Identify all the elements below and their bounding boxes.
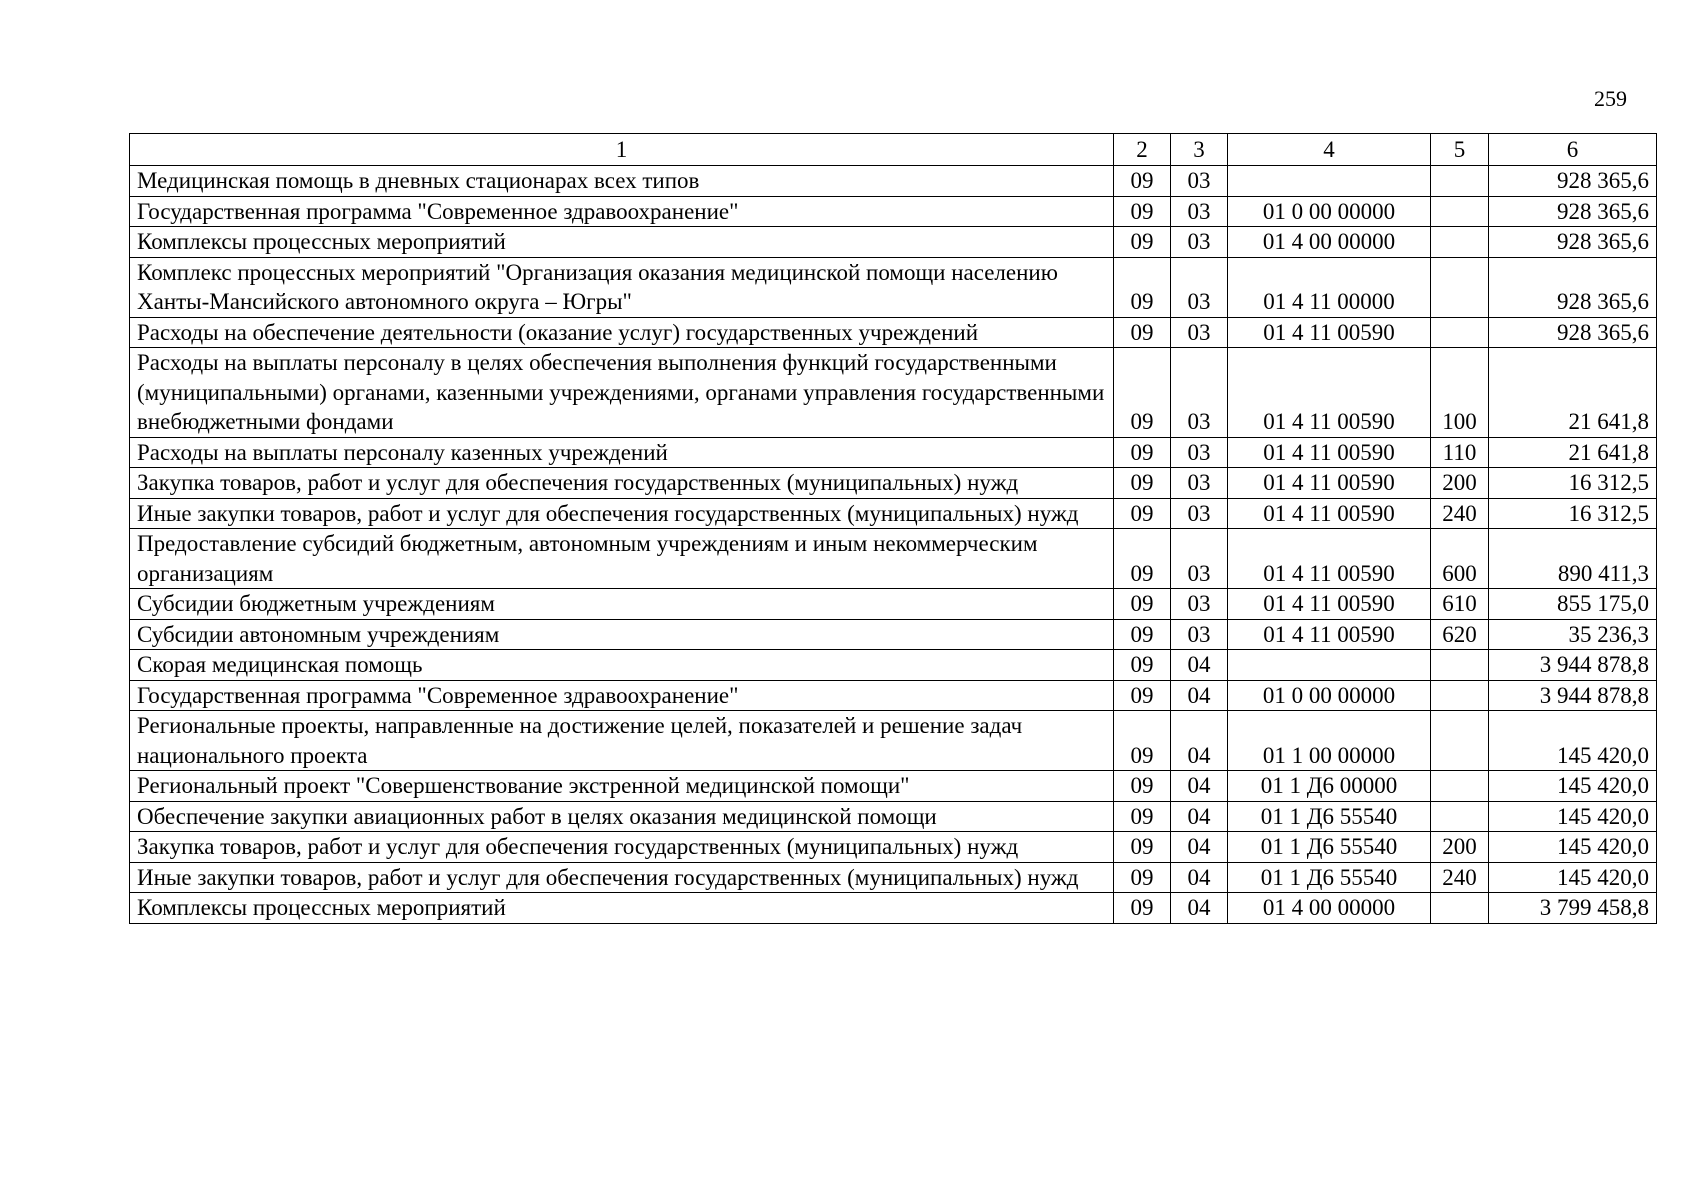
cell-amount: 145 420,0 — [1489, 801, 1657, 832]
table-row — [130, 862, 1657, 893]
table-row — [130, 317, 1657, 348]
cell-target-article: 01 0 00 00000 — [1228, 196, 1431, 227]
cell-expense-type — [1431, 650, 1489, 681]
cell-target-article: 01 4 00 00000 — [1228, 893, 1431, 924]
cell-amount: 145 420,0 — [1489, 771, 1657, 802]
table-row — [130, 437, 1657, 468]
header-cell-subsection: 3 — [1171, 134, 1228, 166]
table-row — [130, 468, 1657, 499]
table-row — [130, 227, 1657, 258]
cell-section: 09 — [1114, 166, 1171, 197]
cell-name: Расходы на выплаты персоналу казенных учреждений — [130, 437, 1114, 468]
cell-subsection: 03 — [1171, 437, 1228, 468]
header-cell-amount: 6 — [1489, 134, 1657, 166]
cell-name: Субсидии бюджетным учреждениям — [130, 589, 1114, 620]
cell-target-article: 01 4 11 00590 — [1228, 437, 1431, 468]
cell-amount: 35 236,3 — [1489, 619, 1657, 650]
cell-subsection: 04 — [1171, 801, 1228, 832]
cell-subsection: 03 — [1171, 166, 1228, 197]
cell-expense-type — [1431, 257, 1489, 317]
table-row — [130, 529, 1657, 589]
cell-subsection: 03 — [1171, 529, 1228, 589]
cell-name: Комплекс процессных мероприятий "Организация оказания медицинской помощи населению Ханты-Мансийского автономного округа – Югры" — [130, 257, 1114, 317]
cell-expense-type: 620 — [1431, 619, 1489, 650]
cell-section: 09 — [1114, 468, 1171, 499]
cell-target-article: 01 4 11 00000 — [1228, 257, 1431, 317]
cell-section: 09 — [1114, 529, 1171, 589]
cell-section: 09 — [1114, 196, 1171, 227]
cell-name: Субсидии автономным учреждениям — [130, 619, 1114, 650]
cell-subsection: 04 — [1171, 832, 1228, 863]
cell-amount: 928 365,6 — [1489, 227, 1657, 258]
cell-section: 09 — [1114, 348, 1171, 438]
cell-section: 09 — [1114, 832, 1171, 863]
cell-target-article: 01 0 00 00000 — [1228, 680, 1431, 711]
table-row — [130, 893, 1657, 924]
cell-expense-type — [1431, 801, 1489, 832]
cell-subsection: 04 — [1171, 771, 1228, 802]
cell-expense-type: 200 — [1431, 832, 1489, 863]
cell-target-article: 01 1 Д6 55540 — [1228, 832, 1431, 863]
cell-expense-type — [1431, 227, 1489, 258]
cell-amount: 145 420,0 — [1489, 711, 1657, 771]
cell-target-article — [1228, 650, 1431, 681]
cell-target-article: 01 4 11 00590 — [1228, 468, 1431, 499]
cell-expense-type — [1431, 771, 1489, 802]
table-row — [130, 771, 1657, 802]
cell-subsection: 03 — [1171, 227, 1228, 258]
cell-name: Комплексы процессных мероприятий — [130, 227, 1114, 258]
cell-subsection: 04 — [1171, 862, 1228, 893]
cell-expense-type: 200 — [1431, 468, 1489, 499]
cell-target-article: 01 4 11 00590 — [1228, 529, 1431, 589]
cell-name: Иные закупки товаров, работ и услуг для обеспечения государственных (муниципальных) нужд — [130, 862, 1114, 893]
cell-subsection: 03 — [1171, 317, 1228, 348]
header-cell-expense-type: 5 — [1431, 134, 1489, 166]
cell-amount: 145 420,0 — [1489, 832, 1657, 863]
table-row — [130, 619, 1657, 650]
cell-target-article: 01 1 Д6 55540 — [1228, 801, 1431, 832]
cell-expense-type: 240 — [1431, 498, 1489, 529]
cell-name: Расходы на выплаты персоналу в целях обеспечения выполнения функций государственными (муниципальными) органами, казенными учреждениями, органами управления государственными внебюджетными фондами — [130, 348, 1114, 438]
cell-amount: 3 944 878,8 — [1489, 680, 1657, 711]
cell-subsection: 03 — [1171, 348, 1228, 438]
header-cell-section: 2 — [1114, 134, 1171, 166]
cell-amount: 3 799 458,8 — [1489, 893, 1657, 924]
cell-section: 09 — [1114, 498, 1171, 529]
header-cell-target-article: 4 — [1228, 134, 1431, 166]
cell-amount: 928 365,6 — [1489, 317, 1657, 348]
cell-name: Расходы на обеспечение деятельности (оказание услуг) государственных учреждений — [130, 317, 1114, 348]
cell-section: 09 — [1114, 317, 1171, 348]
cell-section: 09 — [1114, 801, 1171, 832]
cell-expense-type: 110 — [1431, 437, 1489, 468]
cell-name: Государственная программа "Современное здравоохранение" — [130, 196, 1114, 227]
budget-table-body — [130, 134, 1657, 924]
cell-target-article: 01 1 00 00000 — [1228, 711, 1431, 771]
table-row — [130, 166, 1657, 197]
cell-subsection: 04 — [1171, 650, 1228, 681]
cell-amount: 16 312,5 — [1489, 498, 1657, 529]
cell-name: Закупка товаров, работ и услуг для обеспечения государственных (муниципальных) нужд — [130, 468, 1114, 499]
cell-target-article: 01 1 Д6 00000 — [1228, 771, 1431, 802]
cell-expense-type: 100 — [1431, 348, 1489, 438]
cell-amount: 928 365,6 — [1489, 166, 1657, 197]
table-row — [130, 650, 1657, 681]
cell-expense-type — [1431, 711, 1489, 771]
cell-expense-type: 610 — [1431, 589, 1489, 620]
table-row — [130, 498, 1657, 529]
cell-expense-type — [1431, 893, 1489, 924]
cell-subsection: 04 — [1171, 680, 1228, 711]
cell-name: Медицинская помощь в дневных стационарах всех типов — [130, 166, 1114, 197]
cell-expense-type: 240 — [1431, 862, 1489, 893]
cell-subsection: 04 — [1171, 711, 1228, 771]
cell-amount: 145 420,0 — [1489, 862, 1657, 893]
cell-section: 09 — [1114, 227, 1171, 258]
cell-expense-type — [1431, 680, 1489, 711]
cell-amount: 928 365,6 — [1489, 196, 1657, 227]
header-cell-name: 1 — [130, 134, 1114, 166]
cell-amount: 855 175,0 — [1489, 589, 1657, 620]
cell-name: Региональные проекты, направленные на достижение целей, показателей и решение задач национального проекта — [130, 711, 1114, 771]
cell-target-article: 01 4 11 00590 — [1228, 589, 1431, 620]
cell-subsection: 04 — [1171, 893, 1228, 924]
table-row — [130, 680, 1657, 711]
cell-subsection: 03 — [1171, 196, 1228, 227]
cell-target-article: 01 4 00 00000 — [1228, 227, 1431, 258]
cell-amount: 21 641,8 — [1489, 437, 1657, 468]
page-number: 259 — [1594, 86, 1627, 111]
cell-amount: 890 411,3 — [1489, 529, 1657, 589]
cell-name: Государственная программа "Современное здравоохранение" — [130, 680, 1114, 711]
cell-amount: 16 312,5 — [1489, 468, 1657, 499]
budget-table — [129, 133, 1657, 924]
cell-target-article: 01 4 11 00590 — [1228, 348, 1431, 438]
cell-expense-type — [1431, 166, 1489, 197]
cell-subsection: 03 — [1171, 498, 1228, 529]
cell-name: Обеспечение закупки авиационных работ в целях оказания медицинской помощи — [130, 801, 1114, 832]
cell-subsection: 03 — [1171, 257, 1228, 317]
cell-section: 09 — [1114, 771, 1171, 802]
cell-subsection: 03 — [1171, 468, 1228, 499]
table-row — [130, 196, 1657, 227]
cell-section: 09 — [1114, 257, 1171, 317]
cell-name: Скорая медицинская помощь — [130, 650, 1114, 681]
cell-expense-type: 600 — [1431, 529, 1489, 589]
cell-name: Комплексы процессных мероприятий — [130, 893, 1114, 924]
cell-name: Предоставление субсидий бюджетным, автономным учреждениям и иным некоммерческим организациям — [130, 529, 1114, 589]
table-header-row — [130, 134, 1657, 166]
cell-amount: 21 641,8 — [1489, 348, 1657, 438]
cell-section: 09 — [1114, 680, 1171, 711]
cell-expense-type — [1431, 196, 1489, 227]
cell-section: 09 — [1114, 650, 1171, 681]
cell-expense-type — [1431, 317, 1489, 348]
cell-target-article: 01 4 11 00590 — [1228, 317, 1431, 348]
cell-amount: 3 944 878,8 — [1489, 650, 1657, 681]
table-row — [130, 711, 1657, 771]
cell-amount: 928 365,6 — [1489, 257, 1657, 317]
cell-section: 09 — [1114, 862, 1171, 893]
cell-target-article — [1228, 166, 1431, 197]
cell-section: 09 — [1114, 619, 1171, 650]
table-row — [130, 257, 1657, 317]
cell-target-article: 01 1 Д6 55540 — [1228, 862, 1431, 893]
table-row — [130, 348, 1657, 438]
cell-section: 09 — [1114, 711, 1171, 771]
table-row — [130, 589, 1657, 620]
cell-subsection: 03 — [1171, 619, 1228, 650]
table-row — [130, 832, 1657, 863]
cell-name: Региональный проект "Совершенствование экстренной медицинской помощи" — [130, 771, 1114, 802]
cell-name: Иные закупки товаров, работ и услуг для обеспечения государственных (муниципальных) нужд — [130, 498, 1114, 529]
cell-name: Закупка товаров, работ и услуг для обеспечения государственных (муниципальных) нужд — [130, 832, 1114, 863]
table-row — [130, 801, 1657, 832]
cell-target-article: 01 4 11 00590 — [1228, 498, 1431, 529]
cell-section: 09 — [1114, 589, 1171, 620]
cell-section: 09 — [1114, 437, 1171, 468]
cell-section: 09 — [1114, 893, 1171, 924]
cell-subsection: 03 — [1171, 589, 1228, 620]
cell-target-article: 01 4 11 00590 — [1228, 619, 1431, 650]
